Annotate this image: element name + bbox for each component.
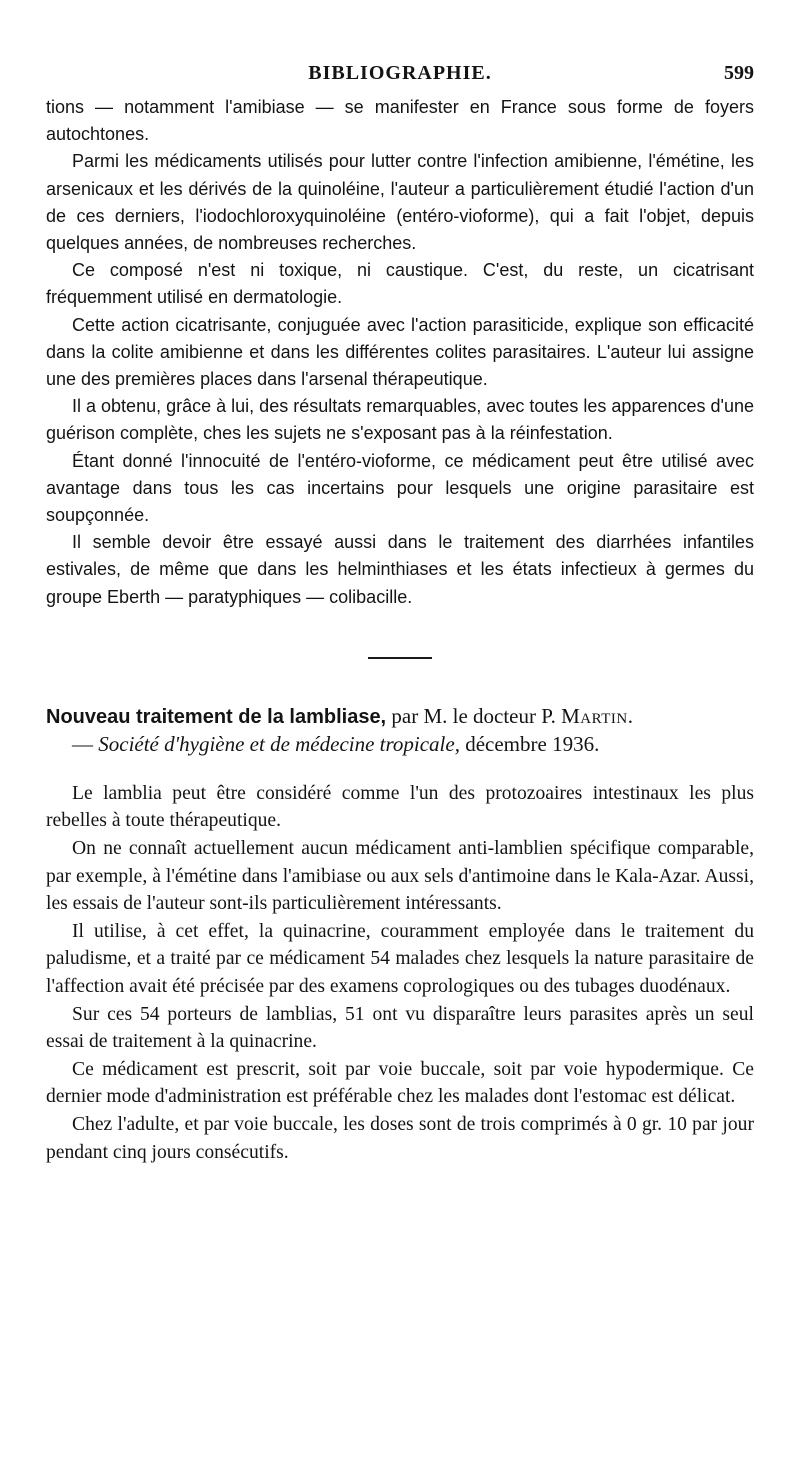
paragraph: Parmi les médicaments utilisés pour lutter contre l'infection amibienne, l'émétine, les arsenicaux et les dérivés de la quinoléine, l'auteur a particulièrement étudié l'action d'un de ces derniers, l'iodochloroxyquinoléine (entéro-vioforme), qui a fait l'objet, depuis quelques années, de nombreuses recherches.	[46, 151, 754, 254]
paragraph: Le lamblia peut être considéré comme l'un des protozoaires intestinaux les plus rebelles à toute thérapeutique.	[46, 782, 754, 832]
paragraph: Chez l'adulte, et par voie buccale, les doses sont de trois comprimés à 0 gr. 10 par jour pendant cinq jours consécutifs.	[46, 1113, 754, 1163]
article-title: Nouveau traitement de la lambliase,	[46, 705, 387, 728]
article-heading	[46, 703, 754, 758]
paragraph: Il semble devoir être essayé aussi dans le traitement des diarrhées infantiles estivales, de même que dans les helminthiases et les états infectieux à germes du groupe Eberth — paratyphiques — colibacille.	[46, 532, 754, 607]
paragraph: Ce médicament est prescrit, soit par voie buccale, soit par voie hypodermique. Ce dernier mode d'administration est préférable chez les malades dont l'estomac est délicat.	[46, 1058, 754, 1108]
paragraph: Sur ces 54 porteurs de lamblias, 51 ont vu disparaître leurs parasites après un seul essai de traitement à la quinacrine.	[46, 1003, 754, 1053]
heading-dash: —	[72, 731, 93, 756]
document-page	[46, 56, 754, 1166]
article-date: décembre 1936.	[465, 731, 600, 756]
paragraph: On ne connaît actuellement aucun médicament anti-lamblien spécifique comparable, par exemple, à l'émétine dans l'amibiase ou aux sels d'antimoine dans le Kala-Azar. Aussi, les essais de l'auteur sont-ils particulièrement intéressants.	[46, 838, 754, 915]
article-author: Martin.	[561, 703, 634, 728]
article-body	[46, 780, 754, 1166]
paragraph: Ce composé n'est ni toxique, ni caustique. C'est, du reste, un cicatrisant fréquemment utilisé en dermatologie.	[46, 260, 754, 308]
running-title: BIBLIOGRAPHIE.	[308, 62, 492, 84]
section-divider	[368, 657, 432, 659]
paragraph: tions — notamment l'amibiase — se manifester en France sous forme de foyers autochtones.	[46, 97, 754, 145]
article-byline: par M. le docteur P.	[391, 703, 556, 728]
paragraph: Étant donné l'innocuité de l'entéro-vioforme, ce médicament peut être utilisé avec avantage dans tous les cas incertains pour lesquels une origine parasitaire est soupçonnée.	[46, 450, 754, 526]
running-header	[46, 56, 754, 94]
article-continued	[46, 94, 754, 611]
paragraph: Cette action cicatrisante, conjuguée avec l'action parasiticide, explique son efficacité dans la colite amibienne et dans les différentes colites parasitaires. L'auteur lui assigne une des premières places dans l'arsenal thérapeutique.	[46, 314, 754, 390]
page-number: 599	[724, 62, 754, 84]
paragraph: Il utilise, à cet effet, la quinacrine, couramment employée dans le traitement du paludisme, et a traité par ce médicament 54 malades chez lesquels la nature parasitaire de l'affection avait été précisée par des examens coprologiques ou des tubages duodénaux.	[46, 920, 754, 998]
paragraph: Il a obtenu, grâce à lui, des résultats remarquables, avec toutes les apparences d'une guérison complète, ches les sujets ne s'exposant pas à la réinfestation.	[46, 396, 754, 444]
article-source: Société d'hygiène et de médecine tropicale,	[98, 731, 460, 756]
